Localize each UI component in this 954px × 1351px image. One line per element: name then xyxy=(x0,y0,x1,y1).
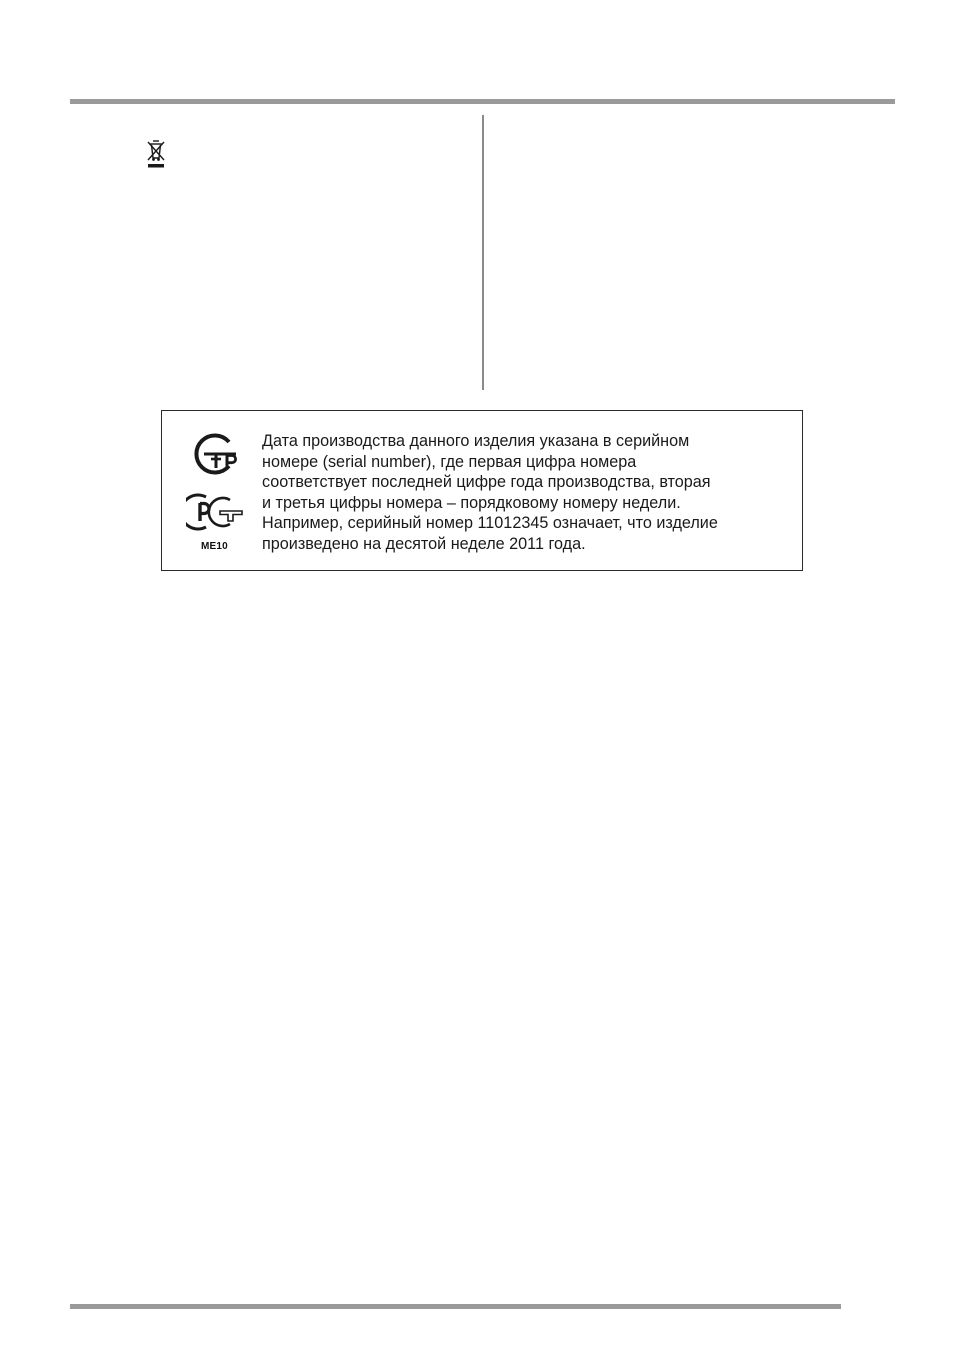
production-date-text xyxy=(262,431,792,554)
eac-conformity-mark-icon xyxy=(186,431,244,477)
notice-line: и третья цифры номера – порядковому номеру недели. xyxy=(262,493,681,512)
header-rule xyxy=(70,99,895,104)
footer-rule xyxy=(70,1304,841,1309)
notice-line: Например, серийный номер 11012345 означает, что изделие xyxy=(262,514,718,532)
crossed-out-wheelie-bin-icon xyxy=(146,139,166,169)
production-date-notice xyxy=(161,410,803,571)
column-divider xyxy=(482,115,484,390)
notice-line: номере (serial number), где первая цифра номера xyxy=(262,452,637,471)
notice-line: соответствует последней цифре года производства, вторая xyxy=(262,473,711,491)
certification-mark-code: ME10 xyxy=(201,541,228,552)
notice-line: Дата производства данного изделия указана в серийном xyxy=(262,432,690,450)
rostest-pct-certification-mark-icon xyxy=(186,491,244,533)
notice-line: произведено на десятой неделе 2011 года. xyxy=(262,534,586,553)
